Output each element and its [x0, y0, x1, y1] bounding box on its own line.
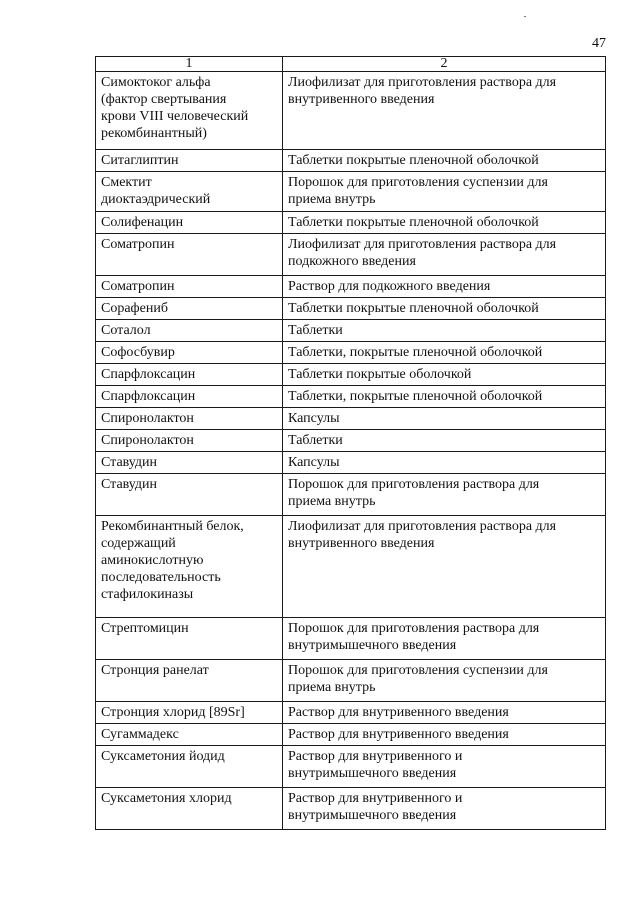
dosage-form-cell: Таблетки покрытые пленочной оболочкой — [283, 298, 606, 320]
table-row — [96, 452, 606, 474]
table-row — [96, 408, 606, 430]
scan-speck — [524, 16, 526, 17]
dosage-form-cell: Лиофилизат для приготовления раствора для подкожного введения — [283, 234, 606, 276]
drug-table — [95, 56, 606, 830]
table-header-row — [96, 57, 606, 72]
table-row — [96, 72, 606, 150]
drug-name-cell: Софосбувир — [96, 342, 283, 364]
drug-name-cell: Соматропин — [96, 276, 283, 298]
table-row — [96, 746, 606, 788]
page-number: 47 — [592, 36, 606, 51]
dosage-form-cell: Порошок для приготовления раствора для внутримышечного введения — [283, 618, 606, 660]
drug-name-cell: Спарфлоксацин — [96, 386, 283, 408]
dosage-form-cell: Раствор для подкожного введения — [283, 276, 606, 298]
dosage-form-cell: Таблетки — [283, 320, 606, 342]
drug-name-cell: Ситаглиптин — [96, 150, 283, 172]
dosage-form-cell: Таблетки, покрытые пленочной оболочкой — [283, 342, 606, 364]
dosage-form-cell: Раствор для внутривенного и внутримышечного введения — [283, 746, 606, 788]
table-row — [96, 702, 606, 724]
drug-name-cell: Спиронолактон — [96, 408, 283, 430]
dosage-form-cell: Порошок для приготовления суспензии для приема внутрь — [283, 660, 606, 702]
drug-name-cell: Стронция хлорид [89Sr] — [96, 702, 283, 724]
drug-name-cell: Рекомбинантный белок, содержащий аминокислотную последовательность стафилокиназы — [96, 516, 283, 618]
table-row — [96, 618, 606, 660]
dosage-form-cell: Таблетки покрытые оболочкой — [283, 364, 606, 386]
table-row — [96, 150, 606, 172]
dosage-form-cell: Таблетки, покрытые пленочной оболочкой — [283, 386, 606, 408]
dosage-form-cell: Капсулы — [283, 452, 606, 474]
drug-name-cell: Симоктоког альфа (фактор свертывания крови VIII человеческий рекомбинантный) — [96, 72, 283, 150]
table-row — [96, 342, 606, 364]
drug-name-cell: Суксаметония хлорид — [96, 788, 283, 830]
table-row — [96, 516, 606, 618]
drug-name-cell: Ставудин — [96, 452, 283, 474]
drug-name-cell: Ставудин — [96, 474, 283, 516]
table-row — [96, 212, 606, 234]
dosage-form-cell: Раствор для внутривенного введения — [283, 724, 606, 746]
table-row — [96, 474, 606, 516]
dosage-form-cell: Раствор для внутривенного введения — [283, 702, 606, 724]
table-row — [96, 788, 606, 830]
column-header-2: 2 — [283, 57, 606, 72]
drug-name-cell: Суксаметония йодид — [96, 746, 283, 788]
table-row — [96, 298, 606, 320]
drug-name-cell: Стрептомицин — [96, 618, 283, 660]
dosage-form-cell: Порошок для приготовления суспензии для приема внутрь — [283, 172, 606, 212]
drug-name-cell: Смектит диоктаэдрический — [96, 172, 283, 212]
drug-name-cell: Спиронолактон — [96, 430, 283, 452]
dosage-form-cell: Таблетки покрытые пленочной оболочкой — [283, 212, 606, 234]
dosage-form-cell: Таблетки — [283, 430, 606, 452]
column-header-1: 1 — [96, 57, 283, 72]
table-row — [96, 364, 606, 386]
table-row — [96, 172, 606, 212]
table-row — [96, 430, 606, 452]
dosage-form-cell: Таблетки покрытые пленочной оболочкой — [283, 150, 606, 172]
table-row — [96, 234, 606, 276]
dosage-form-cell: Раствор для внутривенного и внутримышечного введения — [283, 788, 606, 830]
table-row — [96, 724, 606, 746]
drug-name-cell: Сорафениб — [96, 298, 283, 320]
drug-name-cell: Спарфлоксацин — [96, 364, 283, 386]
dosage-form-cell: Лиофилизат для приготовления раствора для внутривенного введения — [283, 516, 606, 618]
drug-name-cell: Соталол — [96, 320, 283, 342]
table-row — [96, 386, 606, 408]
drug-name-cell: Солифенацин — [96, 212, 283, 234]
drug-name-cell: Сугаммадекс — [96, 724, 283, 746]
dosage-form-cell: Капсулы — [283, 408, 606, 430]
table-row — [96, 660, 606, 702]
table-row — [96, 320, 606, 342]
dosage-form-cell: Порошок для приготовления раствора для приема внутрь — [283, 474, 606, 516]
dosage-form-cell: Лиофилизат для приготовления раствора для внутривенного введения — [283, 72, 606, 150]
table-row — [96, 276, 606, 298]
drug-name-cell: Соматропин — [96, 234, 283, 276]
drug-name-cell: Стронция ранелат — [96, 660, 283, 702]
